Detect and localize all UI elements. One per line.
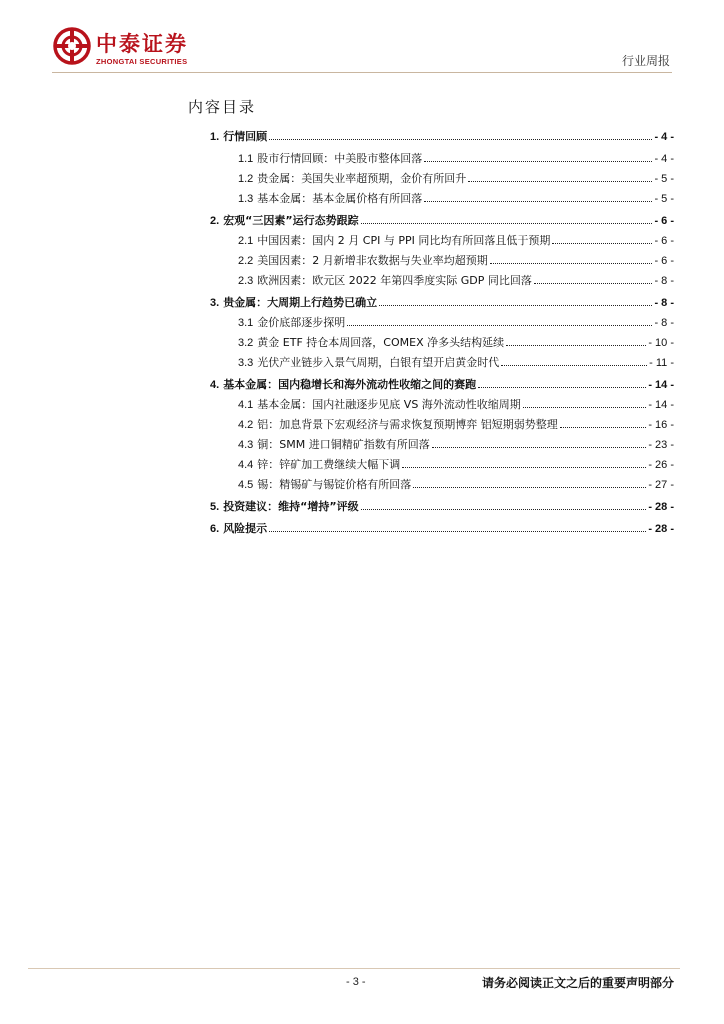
toc-entry-number: 6.	[210, 523, 220, 535]
toc-dot-leader	[361, 223, 653, 224]
toc-dot-leader	[269, 531, 646, 532]
toc-entry-title: 行情回顾	[223, 130, 268, 143]
company-logo	[52, 26, 222, 70]
toc-chapter-entry[interactable]	[210, 128, 674, 144]
toc-entry-number: 3.1	[238, 317, 254, 329]
toc-entry-number: 1.1	[238, 153, 254, 165]
logo-mark-icon	[52, 26, 92, 66]
toc-dot-leader	[424, 201, 652, 202]
toc-entry-title: 基本金属：基本金属价格有所回落	[257, 192, 423, 205]
toc-section-entry[interactable]	[238, 334, 674, 350]
toc-entry-page: - 14 -	[648, 379, 674, 391]
toc-entry-number: 1.3	[238, 193, 254, 205]
toc-dot-leader	[534, 283, 653, 284]
toc-section-entry[interactable]	[238, 252, 674, 268]
toc-dot-leader	[506, 345, 646, 346]
toc-dot-leader	[347, 325, 652, 326]
toc-dot-leader	[523, 407, 647, 408]
toc-entry-number: 4.5	[238, 479, 254, 491]
toc-entry-title: 风险提示	[223, 522, 268, 535]
toc-entry-page: - 16 -	[648, 419, 674, 431]
toc-entry-number: 4.3	[238, 439, 254, 451]
toc-entry-title: 股市行情回顾：中美股市整体回落	[257, 152, 423, 165]
toc-section-entry[interactable]	[238, 314, 674, 330]
toc-entry-number: 3.2	[238, 337, 254, 349]
logo-name-cn: 中泰证券	[96, 32, 188, 56]
toc-dot-leader	[379, 305, 652, 306]
toc-entry-title: 中国因素：国内 2 月 CPI 与 PPI 同比均有所回落且低于预期	[257, 234, 551, 247]
toc-chapter-entry[interactable]	[210, 212, 674, 228]
toc-chapter-entry[interactable]	[210, 294, 674, 310]
footer-divider	[28, 968, 680, 969]
toc-entry-page: - 28 -	[648, 501, 674, 513]
toc-entry-page: - 6 -	[654, 235, 674, 247]
toc-section-entry[interactable]	[238, 396, 674, 412]
toc-entry-page: - 14 -	[648, 399, 674, 411]
page-header	[0, 0, 724, 80]
toc-section-entry[interactable]	[238, 150, 674, 166]
toc-entry-page: - 4 -	[654, 153, 674, 165]
toc-entry-title: 锡：精锡矿与锡锭价格有所回落	[257, 478, 412, 491]
toc-entry-number: 4.4	[238, 459, 254, 471]
toc-entry-title: 铝：加息背景下宏观经济与需求恢复预期博弈 铝短期弱势整理	[257, 418, 558, 431]
toc-dot-leader	[432, 447, 647, 448]
toc-entry-page: - 8 -	[654, 275, 674, 287]
toc-dot-leader	[490, 263, 653, 264]
toc-entry-title: 锌：锌矿加工费继续大幅下调	[257, 458, 401, 471]
toc-dot-leader	[424, 161, 652, 162]
report-type-label: 行业周报	[621, 54, 670, 68]
toc-entry-page: - 27 -	[648, 479, 674, 491]
toc-entry-page: - 23 -	[648, 439, 674, 451]
toc-entry-title: 光伏产业链步入景气周期，白银有望开启黄金时代	[257, 356, 500, 369]
toc-chapter-entry[interactable]	[210, 498, 674, 514]
toc-entry-number: 1.	[210, 131, 220, 143]
toc-title: 内容目录	[188, 98, 257, 116]
toc-dot-leader	[478, 387, 646, 388]
toc-entry-page: - 4 -	[654, 131, 674, 143]
page-number: - 3 -	[346, 976, 366, 988]
toc-entry-title: 基本金属：国内社融逐步见底 VS 海外流动性收缩周期	[257, 398, 521, 411]
toc-dot-leader	[501, 365, 647, 366]
toc-dot-leader	[269, 139, 652, 140]
toc-entry-number: 4.1	[238, 399, 254, 411]
toc-entry-page: - 10 -	[648, 337, 674, 349]
toc-section-entry[interactable]	[238, 436, 674, 452]
toc-dot-leader	[468, 181, 652, 182]
toc-entry-title: 黄金 ETF 持仓本周回落，COMEX 净多头结构延续	[257, 336, 505, 349]
toc-entry-title: 基本金属：国内稳增长和海外流动性收缩之间的赛跑	[223, 378, 477, 391]
toc-entry-number: 4.	[210, 379, 220, 391]
toc-dot-leader	[402, 467, 646, 468]
toc-section-entry[interactable]	[238, 170, 674, 186]
toc-entry-number: 2.1	[238, 235, 254, 247]
logo-name-en: ZHONGTAI SECURITIES	[96, 57, 188, 66]
toc-chapter-entry[interactable]	[210, 376, 674, 392]
toc-section-entry[interactable]	[238, 416, 674, 432]
toc-entry-page: - 8 -	[654, 317, 674, 329]
toc-entry-page: - 11 -	[649, 357, 674, 369]
toc-entry-number: 5.	[210, 501, 220, 513]
toc-section-entry[interactable]	[238, 232, 674, 248]
toc-entry-title: 贵金属：美国失业率超预期，金价有所回升	[257, 172, 467, 185]
toc-section-entry[interactable]	[238, 456, 674, 472]
toc-section-entry[interactable]	[238, 190, 674, 206]
toc-entry-number: 3.	[210, 297, 220, 309]
toc-dot-leader	[361, 509, 647, 510]
toc-entry-number: 2.	[210, 215, 220, 227]
toc-entry-number: 2.2	[238, 255, 254, 267]
toc-entry-page: - 28 -	[648, 523, 674, 535]
toc-dot-leader	[413, 487, 646, 488]
toc-dot-leader	[552, 243, 652, 244]
toc-section-entry[interactable]	[238, 476, 674, 492]
toc-entry-number: 3.3	[238, 357, 254, 369]
header-divider	[52, 72, 672, 73]
toc-entry-page: - 5 -	[654, 193, 674, 205]
toc-entry-page: - 6 -	[654, 255, 674, 267]
toc-chapter-entry[interactable]	[210, 520, 674, 536]
toc-entry-title: 金价底部逐步探明	[257, 316, 346, 329]
toc-entry-title: 欧洲因素：欧元区 2022 年第四季度实际 GDP 同比回落	[257, 274, 532, 287]
toc-entry-number: 1.2	[238, 173, 254, 185]
toc-entry-number: 4.2	[238, 419, 254, 431]
toc-entry-page: - 5 -	[654, 173, 674, 185]
toc-entry-number: 2.3	[238, 275, 254, 287]
toc-entry-title: 美国因素：2 月新增非农数据与失业率均超预期	[257, 254, 488, 267]
toc-section-entry[interactable]	[238, 272, 674, 288]
toc-dot-leader	[560, 427, 647, 428]
toc-entry-title: 贵金属：大周期上行趋势已确立	[223, 296, 378, 309]
toc-section-entry[interactable]	[238, 354, 674, 370]
toc-entry-page: - 8 -	[654, 297, 674, 309]
toc-entry-title: 投资建议：维持“增持”评级	[223, 500, 359, 513]
toc-entry-page: - 26 -	[648, 459, 674, 471]
toc-entry-title: 铜：SMM 进口铜精矿指数有所回落	[257, 438, 430, 451]
toc-entry-title: 宏观“三因素”运行态势跟踪	[223, 214, 359, 227]
toc-entry-page: - 6 -	[654, 215, 674, 227]
footer-disclaimer: 请务必阅读正文之后的重要声明部分	[481, 976, 674, 990]
